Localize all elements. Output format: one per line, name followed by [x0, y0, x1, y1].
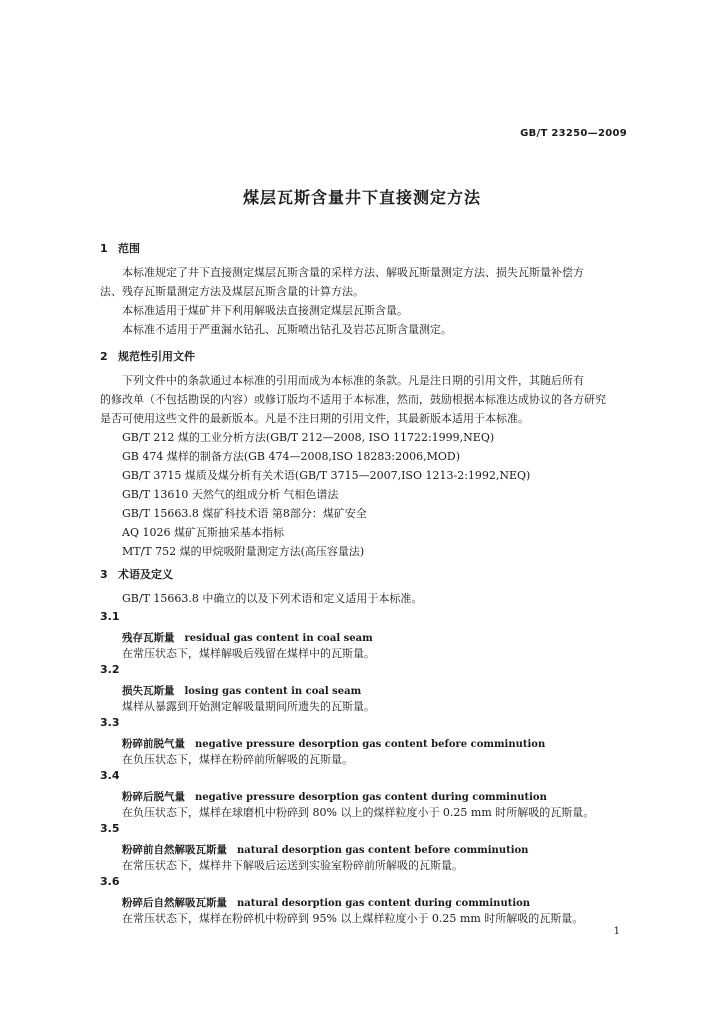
section-3-intro: GB/T 15663.8 中确立的以及下列术语和定义适用于本标准。: [122, 592, 423, 605]
section-title: 范围: [118, 242, 140, 255]
term-definition: 在负压状态下，煤样在粉碎前所解吸的瓦斯量。: [122, 753, 353, 766]
term-chinese: 粉碎后脱气量: [122, 791, 185, 803]
section-1-heading: [100, 240, 140, 256]
document-title: 煤层瓦斯含量井下直接测定方法: [242, 188, 481, 207]
normative-reference: GB/T 3715 煤质及煤分析有关术语(GB/T 3715—2007,ISO 1213-2:1992,NEQ): [122, 469, 531, 482]
section-2-paragraph-line: 下列文件中的条款通过本标准的引用而成为本标准的条款。凡是注日期的引用文件，其随后所有: [122, 374, 584, 387]
term-heading: [122, 630, 373, 645]
section-3-heading: [100, 566, 173, 582]
term-definition: 在常压状态下，煤样解吸后残留在煤样中的瓦斯量。: [122, 647, 375, 660]
term-english: negative pressure desorption gas content during comminution: [195, 792, 547, 803]
standard-number: GB/T 23250—2009: [520, 128, 627, 139]
normative-reference: MT/T 752 煤的甲烷吸附量测定方法(高压容量法): [122, 545, 365, 558]
term-heading: [122, 736, 545, 751]
term-english: losing gas content in coal seam: [184, 686, 362, 697]
section-1-paragraph: 本标准不适用于严重漏水钻孔、瓦斯喷出钻孔及岩芯瓦斯含量测定。: [122, 323, 452, 336]
page-number: 1: [613, 926, 620, 937]
term-number: 3.3: [100, 716, 120, 729]
term-chinese: 粉碎前脱气量: [122, 738, 185, 750]
section-1-paragraph-line: 本标准规定了井下直接测定煤层瓦斯含量的采样方法、解吸瓦斯量测定方法、损失瓦斯量补偿方: [122, 266, 584, 279]
term-english: natural desorption gas content before comminution: [237, 845, 529, 856]
normative-reference: GB/T 15663.8 煤矿科技术语 第8部分：煤矿安全: [122, 507, 367, 520]
normative-reference: GB/T 13610 天然气的组成分析 气相色谱法: [122, 488, 339, 501]
section-number: 1: [100, 242, 108, 255]
term-definition: 在常压状态下，煤样井下解吸后运送到实验室粉碎前所解吸的瓦斯量。: [122, 859, 463, 872]
section-1-paragraph: 本标准适用于煤矿井下利用解吸法直接测定煤层瓦斯含量。: [122, 304, 408, 317]
term-heading: [122, 789, 547, 804]
term-heading: [122, 895, 530, 910]
term-english: residual gas content in coal seam: [184, 633, 373, 644]
section-1-paragraph-line: 法、残存瓦斯量测定方法及煤层瓦斯含量的计算方法。: [100, 285, 364, 298]
term-english: negative pressure desorption gas content before comminution: [195, 739, 546, 750]
term-chinese: 残存瓦斯量: [122, 632, 175, 644]
term-heading: [122, 683, 361, 698]
section-number: 3: [100, 568, 108, 581]
term-chinese: 损失瓦斯量: [122, 685, 175, 697]
section-2-paragraph-line: 是否可使用这些文件的最新版本。凡是不注日期的引用文件，其最新版本适用于本标准。: [100, 412, 529, 425]
term-definition: 在常压状态下，煤样在粉碎机中粉碎到 95% 以上煤样粒度小于 0.25 mm 时所解吸的瓦斯量。: [122, 912, 584, 925]
term-number: 3.4: [100, 769, 120, 782]
normative-reference: GB/T 212 煤的工业分析方法(GB/T 212—2008, ISO 11722:1999,NEQ): [122, 431, 495, 444]
term-number: 3.2: [100, 663, 120, 676]
term-definition: 煤样从暴露到开始测定解吸量期间所遗失的瓦斯量。: [122, 700, 375, 713]
term-number: 3.1: [100, 610, 120, 623]
term-definition: 在负压状态下，煤样在球磨机中粉碎到 80% 以上的煤样粒度小于 0.25 mm 时所解吸的瓦斯量。: [122, 806, 595, 819]
term-chinese: 粉碎后自然解吸瓦斯量: [122, 897, 227, 909]
section-2-paragraph-line: 的修改单（不包括勘误的内容）或修订版均不适用于本标准，然而，鼓励根据本标准达成协议的各方研究: [100, 393, 606, 406]
term-chinese: 粉碎前自然解吸瓦斯量: [122, 844, 227, 856]
term-number: 3.5: [100, 822, 120, 835]
normative-reference: AQ 1026 煤矿瓦斯抽采基本指标: [122, 526, 284, 539]
section-title: 术语及定义: [118, 568, 173, 581]
term-number: 3.6: [100, 875, 120, 888]
term-heading: [122, 842, 528, 857]
normative-reference: GB 474 煤样的制备方法(GB 474—2008,ISO 18283:2006,MOD): [122, 450, 460, 463]
section-2-heading: [100, 348, 195, 364]
section-title: 规范性引用文件: [118, 350, 195, 363]
section-number: 2: [100, 350, 108, 363]
term-english: natural desorption gas content during comminution: [237, 898, 531, 909]
